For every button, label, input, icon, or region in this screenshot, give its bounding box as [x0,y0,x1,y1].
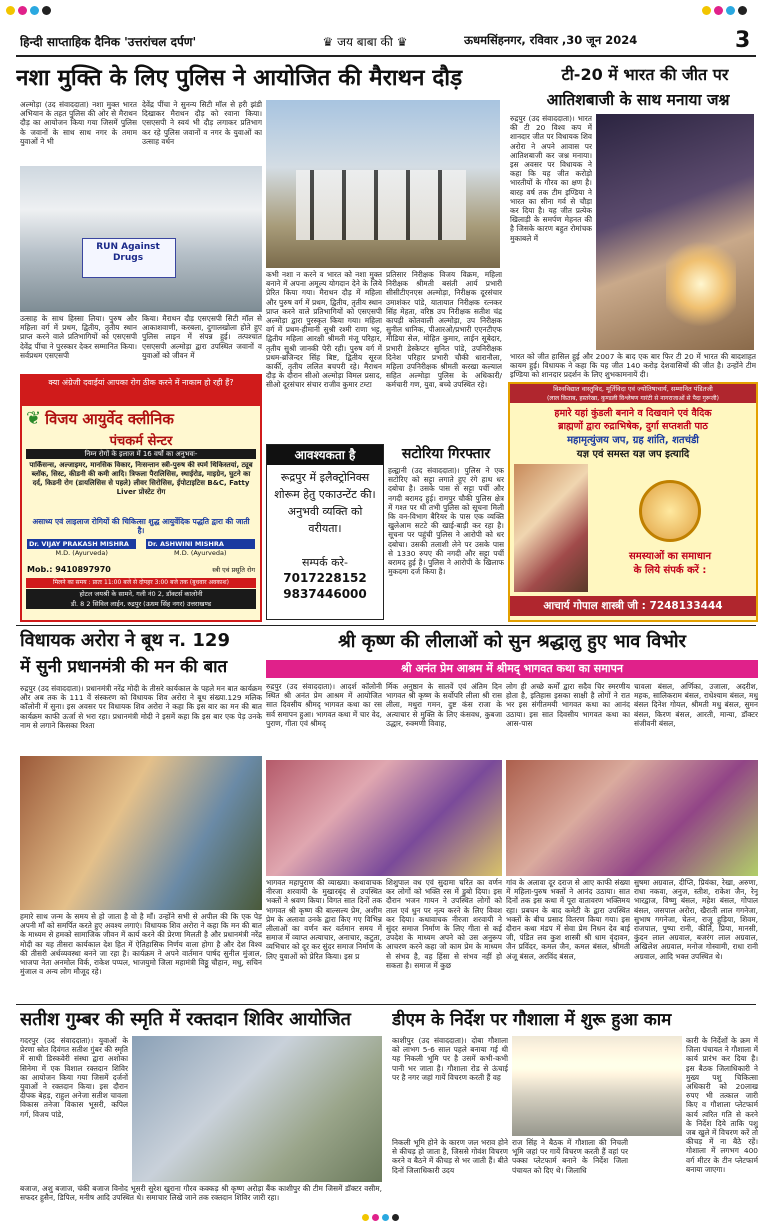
gaushala-body-col2: निकली भूमि होने के कारण जल भराव होने से कीचड़ हो जाता है, जिससे गोवंश विचरण करने व बैठने में कीचड़ से भर जाती हैं। बीते दिनों जिलाधिकारी उदय [392,1138,508,1175]
krishna-subheadline: श्री अनंत प्रेम आश्रम में श्रीमद् भागवत कथा का समापन [266,660,758,678]
footer-dots [362,1214,408,1224]
t20-body-left: रुद्रपुर (उद संवाददाता)। भारत की टी 20 विश्व कप में शानदार जीत पर विधायक शिव अरोरा ने अपने आवास पर आतिशबाजी कर जश्न मनाया। इस अवसर पर विधायक ने कहा कि यह जीत करोड़ो भारतीयों के गौरव का क्षण है। बारह वर्ष तक टीम इण्डिया ने भारत का सीना गर्व से चौड़ा कर दिया है। यह जीत प्रत्येक खिलाड़ी के समर्पण मेहनत की है जिसके कारण बहुत रोमांचक मुकाबले में [510,114,592,243]
marathon-photo-right [266,100,500,268]
marathon-body-below1: उत्साह के साथ हिस्सा लिया। पुरुष और महिला वर्ग में प्रथम, द्वितीय, तृतीय स्थान प्राप्त करने वाले प्रतिभागियों को एसएसपी देवेंद्र पींचा ने पुरस्कार देकर सम्मानित किया। सर्वप्रथम एसएसपी [20,314,137,360]
clinic-address-2: डी. 8 2 सिविल लाईन, रुद्रपुर (ऊधम सिंह नगर) उत्तराखण्ड [26,599,256,609]
t20-body-bottom: भारत को जीत हासिल हुई और 2007 के बाद एक बार फिर टी 20 में भारत की बादशाहत कायम हुई। विधायक ने कहा कि यह जीत 140 करोड़ देशवासियों की जीत है। उन्होंने टीम इण्डिया को शानदार प्रदर्शन के लिए शुभकामनायें दी। [510,352,756,380]
motto: ♛ जय बाबा की ♛ [322,35,408,49]
marathon-body-below2: किया। मैराथन दौड़ एसएसपी सिटी मॉल से आकाशवाणी, करबला, दुगालखोला होते हुए पुलिस लाइन में संपन्न हुई। तत्पश्चात एसएसपी अल्मोड़ा द्वारा उपस्थित जवानों व युवाओं को जीवन में [142,314,262,360]
clinic-mobile: Mob.: 9410897970 [27,565,111,574]
krishna-col2-top: र्मिक अनुष्ठान के सातवें एवं अंतिम दिन भागवत श्री कृष्ण के सर्वोपरि लीला श्री रास लीला, मथुरा गमन, दुष्ट कंस राजा के अत्याचार से मुक्ति के लिए कंसवध, कुबजा उद्धार, रुक्मणी विवाह, [386,682,502,728]
arora-photo [20,756,262,910]
marathon-headline: नशा मुक्ति के लिए पुलिस ने आयोजित की मैराथन दौड़ [16,65,463,91]
blood-body-left: गदरपुर (उद संवाददाता)। युवाओं के प्रेरणा स्रोत दिवंगत सतीश गुंबर की स्मृति में साथी डिस्कवेरी संस्था द्वारा अशोका सिनेमा में एक विशाल रक्तदान शिविर का आयोजन किया गया जिसमें दर्जनों युवाओं ने रक्तदान किया। इस दौरान दीपक बेहड़, राहुल अनेजा सतीश चावला विकास तनेजा विकास भूसरी, कपिल गर्ग, विजय पांडे, [20,1036,128,1119]
t20-fireworks-photo [596,114,754,350]
banner-caption: RUN Against Drugs [96,242,160,263]
leaf-icon: ❦ [26,408,42,429]
blood-headline: सतीश गुम्बर की स्मृति में रक्तदान शिविर आयोजित [20,1009,351,1030]
wanted-body: रूद्रपुर में इलैक्ट्रोनिक्स शोरूम हेतु एकाउन्टेंट की। अनुभवी व्यक्ति को वरीयता। [274,471,376,535]
mid-rule [16,625,756,626]
vijay-clinic-ad [20,374,262,622]
astro-line-8: के लिये संपर्क करें : [633,565,707,576]
diseases-list: पार्किंसन्स, अल्जाइमर, मानसिक विकार, निःसन्तान स्त्री-पुरुष की स्पर्म थिकिस्तयां, ट्यूब ब्लॉक, सिस्ट, कीडनी की कमी आदि। त्रिफला पैरालिसिस, स्थाईरोड, माइग्रेन, घुटने का दर्द, किडनी रोग (डायलिसिस से पहले) लीवर सिरोसिस, ईपोटाइटिस B&C, Fatty Liver प्रोस्टेट रोग [29,461,253,496]
arora-headline-2: में सुनी प्रधानमंत्री की मन की बात [20,657,228,677]
astro-line-4: ब्राह्मणों द्वारा रुद्राभिषेक, दुर्गा सप्तशती पाठ [558,421,708,432]
gaushala-body-col4: कारी के निर्देशों के क्रम में जिला पंचायत ने गौशाला में कार्य प्रारंभ कर दिया है। इस बैठक जिलाधिकारी ने मुख्य पशु चिकित्सा अधिकारी को 20लाख रुपए भी तत्काल जारी किए व गौशाला प्लेटफार्म कार्य त्वरित गति से करने के निर्देश दिये ताकि पशु जब खुले में विचरण करें तो कीचड़ में ना बैठे रहें। गोशाला में लगभग 400 वर्ग मीटर के टीन प्लेटफार्म बनाया जाएगा। [686,1036,758,1174]
krishna-col3-bottom: गांव के अलावा दूर दराज से आए काफी संख्या में महिला-पुरुष भक्तों ने आनंद उठाया। सात दिनों तक इस कथा में पूरा वातावरण भक्तिमय रहा। प्रबचन के बाद कमेटी के द्वारा उपस्थित भक्तों के बीच प्रसाद वितरण किया गया। इस दौरान कथा मंडप में सेवा प्रेम निधन देव बाई जी, पंडित लव कुश शास्त्री श्री धाम वृंदावन, जैन प्रविंदर, कमल जैन, कमल बंसल, श्रीमती अंजू बंसल, अरविंद बंसल, [506,878,630,961]
astrologer-ad [508,382,758,622]
astro-top-2: (लाल किताब, हस्तरेखा, कुण्डली विश्लेषण गारंटी से नागराजाओं से पैदा गुरूजी) [510,394,756,403]
zodiac-wheel-icon [639,480,701,542]
clinic-tagline: असाध्य एवं लाइलाज रोगियों की चिकित्सा शुद्ध आयुर्वेदिक पद्धति द्वारा की जाती है। [32,517,250,535]
wanted-phone-1: 7017228152 [283,571,367,585]
doctor1-degree: M.D. (Ayurveda) [55,549,108,557]
satori-body: हल्द्वानी (उद संवाददाता)। पुलिस ने एक सटोरिए को सट्टा लगाते हुए रंगे हाथ धर दबोचा है। उसके पास से सट्टा पर्ची और नगदी बरामद हुई। रामपुर चौकी पुलिस क्षेत्र में गश्त पर थी तभी पुलिस को सूचना मिली कि वन-विभाग बैरियर के पास एक व्यक्ति खुलेआम सटटे की खाई-बाड़ी कर रहा है। सूचना पर पहुंची पुलिस ने आरोपी को धर दबोचा। उसकी तलाशी लेने पर उसके पास से 1330 रुपए की नगदी और सट्टा पर्ची बरामद हुई है। पुलिस ने आरोपी के खिलाफ मुकदमा दर्ज किया है। [388,466,504,577]
arora-body-top: रुद्रपुर (उद संवाददाता)। प्रधानमंत्री नरेंद्र मोदी के तीसरे कार्यकाल के पहले मन बात कार्यक्रम और अब तक के 111 वें संस्करण को विधायक शिव अरोरा ने बूथ संख्या.129 मलिक कॉलोनी में सुना। इस अवसर पर विधायक शिव अरोरा ने कहा कि इस बार का मन की बात कार्यक्रम काफी ऊर्जा से भरा रहा। प्रधानमंत्री मोदी ने इसमें कहा कि इस बार एक पेड़ उनके नाम से लगाने किसका रिश्ता [20,684,262,730]
krishna-col2-bottom: शिशुपाल वध एवं सुदामा चरित का वर्णन कर लोगों को भक्ति रस में डुबो दिया। इस दौरान भजन गायन ने उपस्थित लोगों को ताल एवं धुन पर नृत्य करने के लिए विवश कर दिया। कथावाचक नीरजा शरवायी ने सुंदर समाज निर्माण के लिए गीता से कई उपदेश के माध्यम अपने को उस अनुरूप आचरण करने कहा जो काम प्रेम के माध्यम से संभव है, वह हिंसा से संभव नहीं हो सकता है। समाज में कुछ [386,878,502,970]
lower-rule [16,1004,756,1005]
satori-headline: सटोरिया गिरफ्तार [401,446,491,462]
doctor2-role: स्त्री एवं प्रसूति रोग [212,566,255,574]
krishna-col3-top: लोग ही अच्छे कर्मों द्वारा सदैव चिर स्मरणीय होता है, इतिहास इसका साक्षी है लोगों ने रात भर इस संगीतमयी भागवत कथा का आनंद उठाया। इस सात दिवसीय भागवत कथा का आस-पास [506,682,630,728]
marathon-body-col1: अल्मोड़ा (उद संवाददाता) नशा मुक्त भारत अभियान के तहत पुलिस की ओर से मैराथन दौड़ का आयोजन किया गया जिसमें पुलिस के जवानों के साथ साथ नगर के तमाम युवाओं ने भी [20,100,137,146]
clinic-address-1: होटल जयश्री के सामने, गली नं0 2, डॉक्टर्स कालोनी [26,589,256,599]
wanted-title: आवश्यकता है [267,445,383,465]
top-dots-left [6,6,66,18]
krishna-col4-top: चावला बंसल, अर्णिका, उजाला, अदरीश, महक, सालिकराम बंसल, राधेश्याम बंसल, मधु बंसल दिनेश गोयल, श्रीमती मधु बंसल, सुमन बंसल, किरण बंसल, आरती, मान्या, डॉक्टर संजीवनी बंसल, [634,682,758,728]
blood-body-bottom: बजाज, अशु बजाज, चंकी बजाज विनोद भूसरी सुरेश खुराना गौरव कक्कड़ श्री कृष्ण अरोड़ा बैंक काशीपुर की टीम जिसमें डॉक्टर वसीम, सफदर हुसैन, डिपिल, मनीष आदि उपस्थित थे। समाचार लिखे जाने तक रक्तदान शिविर जारी रहा। [20,1184,382,1203]
wanted-ad [266,444,384,620]
krishna-col4-bottom: सुषमा अग्रवाल, दीप्ति, प्रियंका, रेखा, अरुणा, राधा नकवा, अनुज, स्तीश, राकेश जैन, रेनू भारद्वाज, विष्णु बंसल, महेश बंसल, गोपाल बंसल, जसपाल अरोरा, खैराती लाल गगनेजा, सुभाष गगनेजा, चेतन, राजू हुड़िया, शिवम, राजपाल, पुष्पा रानी, कीर्ति, प्रिया, मानसी, कुंदन लाल अग्रवाल, बजरंग लाल अग्रवाल, अखिलेश अग्रवाल, मनोज गोस्वामी, राधा रानी अग्रवाल, आदि भक्त उपस्थित थे। [634,878,758,961]
place-date: ऊधमसिंहनगर, रविवार ,30 जून 2024 [464,33,638,47]
astrologer-photo [514,464,588,592]
top-dots-right [702,6,762,18]
wanted-contact-label: सम्पर्क करे- [301,556,349,569]
doctor1-name: Dr. VIJAY PRAKASH MISHRA [27,539,136,549]
clinic-name: विजय आयुर्वेद क्लीनिक [45,409,174,428]
marathon-body-col4: प्रतिसार निरीक्षक विजय विक्रम, महिला निरीक्षक श्रीमती बसंती आर्य प्रभारी सीसीटीएनएस अल्मोड़ा, निरीक्षक दूरसंचार उमाशंकर पांडे, यातायात निरीक्षक रत्नकर सिंह मेहता, वरिष्ठ उप निरीक्षक सतीश चंद्र कापड़ी कोतवाली अल्मोड़ा, उप निरीक्षक सुनील धानिक, पीआरओ/प्रभारी एएनटीएफ मीडिया सेल, मोहित कुमार, लाईन सूबेदार, प्रभारी डेस्केप्टर सुनित पांडे, उपनिरीक्षक दिनेश परिहार प्रभारी चौकी धारानौला, महिला उपनिरीक्षक श्रीमती करखा कल्याल सहित अल्मोड़ा पुलिस के अधिकारी/कर्मचारी गण, युवा, बच्चे उपस्थित रहे। [386,270,502,390]
motto-icon: ♛ [322,35,338,49]
arora-headline-1: विधायक अरोरा ने बूथ न. 129 [20,630,230,651]
gaushala-photo [512,1036,682,1136]
blood-photo [132,1036,382,1182]
marathon-body-col3: कभी नशा न करने व भारत को नशा मुक्त बनाने में अपना अमूल्य योगदान देने के लिये प्रेरित किया गया। मैराथन दौड़ में महिला और पुरुष वर्ग में प्रथम, द्वितीय, तृतीय स्थान प्राप्त करने वाले प्रतिभागियों को एसएसपी अल्मोड़ा द्वारा पुरस्कृत किया गया। महिला वर्ग में प्रथम-हीमानी सुश्री रश्मी राणा भट्ट, द्वितीय महिला आरक्षी श्रीमती मंजू परिहार, तृतीय सुश्री जानकी पेरी रही। पुरुष वर्ग में प्रथम-ब्रजिन्दर सिंह बिष्ट, द्वितीय सूरज कार्की, तृतीय ललित बचपरी रहे। मैराथन दौड़ के दौरान सीओ अल्मोड़ा विमल प्रसाद, सीओ दूरसंचार संचार राजीव कुमार टम्टा [266,270,382,390]
header-rule [16,55,756,57]
krishna-col1-bottom: भागवत महापुराण की व्याख्या। कथावाचक नीरजा शरवायी के मुखारबृंद से उपस्थित भक्तों ने श्रवण किया। विगत सात दिनों तक भागवत श्री कृष्ण की बाल्सल्य प्रेम, अशीम प्रेम के अलावा उनके द्वारा किए गए विभिन्न लीलाओं का वर्णन कर वर्तमान समय में समाज में व्याप्त अत्याचार, अनाचार, कटुता, व्यभिचार को दूर कर सुंदर समाज निर्माण के लिए युवाओं को प्रेरित किया। इस प्र [266,878,382,961]
t20-headline-2: आतिशबाजी के साथ मनाया जश्न [546,91,730,109]
clinic-timing: मिलने का समय : प्रातः 11:00 बजे से दोपहर 3:00 बजे तक (बुधवार अवकाश) [26,578,256,588]
marathon-photo-left [20,166,262,312]
gaushala-body-col1: काशीपुर (उद संवाददाता)। दोबा गौशाला को लाभग 5-6 साल पहले बनाया गई थी यह निकली भूमि पर है उसमें कभी-कभी पानी भर जाता है। गौशाला रोड से ऊंचाई पर है नगर जहां गायें विचरण करती हैं वह [392,1036,508,1082]
clinic-subname: पंचकर्म सेन्टर [109,434,173,449]
gaushala-headline: डीएम के निर्देश पर गौशाला में शुरू हुआ काम [392,1010,672,1030]
astro-line-7: समस्याओं का समाधान [628,551,712,562]
krishna-headline: श्री कृष्ण की लीलाओं को सुन श्रद्धालु हुए भाव विभोर [338,631,686,652]
astro-line-6: यज्ञ एवं समस्त यज्ञ जप इत्यादि [576,449,690,460]
astro-line-5: महामृत्युंजय जप, ग्रह शांति, शतचंडी [567,435,699,446]
ad-top-line: क्या अंग्रेजी दवाईयां आपका रोग ठीक करने में नाकाम हो रही हैं? [22,376,260,406]
wanted-phone-2: 9837446000 [283,587,367,601]
astro-line-3: हमारे यहां कुंडली बनाने व दिखवाने एवं वैदिक [554,408,712,419]
astro-footer: आचार्य गोपाल शास्त्री जी : 7248133444 [510,596,756,616]
t20-headline-1: टी-20 में भारत की जीत पर [561,65,729,84]
krishna-col1-top: रुद्रपुर (उद संवाददाता)। आदर्श कॉलोनी स्थित श्री अनंत प्रेम आश्रम में आयोजित सात दिवसीय श्रीमद् भागवत कथा का रस सर्व समापन हुआ। भागवत कथा में चार वेद, पुराण, गीता एवं श्रीमद् [266,682,382,728]
diseases-heading: निम्न रोगों के इलाज में 16 वर्षो का अनुभवः- [26,449,256,459]
astro-top-1: विश्वविद्यात वास्तुविद, मूर्तिविदा एवं ज्योतिषाचार्य, सम्मानित पंडितजी [510,384,756,394]
krishna-photo-right [506,760,758,876]
doctor2-degree: M.D. (Ayurveda) [174,549,227,557]
arora-body-bottom: हमारे साथ जन्म के समय से हो जाता है वो है माँ। उन्होंने सभी से अपील की कि एक पेड़ अपनी माँ को समर्पित करते हुए अवश्य लगाएं। विधायक शिव अरोरा ने कहा कि मन की बात के माध्यम से हमको सामाजिक जीवन में कार्य करने की प्रेरणा मिलती है और प्रधानमंत्री नरेंद्र मोदी का यह तीसरा कार्यकाल देश हित में ऐतिहासिक निर्णय वाला होगा है और देश विश्व की तीसरी अर्थव्यवस्था बनने जा रहा है। कार्यक्रम ने अपने वार्तमान पार्षद सुनील मुंजाल, भाजपा नेता अनमोल विर्क, राकेश पप्पल, भाजयुमो जिला महामंत्री विठ्ठू चौहान, मधु, सचिन मुंजाल व अन्य लोग मौजूद रहे। [20,912,262,977]
krishna-photo-left [266,760,502,876]
page-number: 3 [735,28,751,52]
paper-name: हिन्दी साप्ताहिक दैनिक 'उत्तरांचल दर्पण' [20,35,197,49]
doctor2-name: Dr. ASHWINI MISHRA [146,539,255,549]
marathon-body-col2: देवेंद्र पींचा ने सुनन्य सिटी मॉल से हरी झंडी दिखाकर मैराथन दौड़ को रवाना किया। एसएसपी ने स्वयं भी दौड़ लगाकर प्रतिभाग कर रहे पुलिस जवानों व नगर के युवाओं का उत्साह वर्धन [142,100,262,146]
gaushala-body-col3: राज सिंह ने बैठक में गौशाला की निचली भूमि जहां पर गायें विचरण करती हैं वहां पर पक्का प्लेटफार्म बनाने के निर्देश जिला पंचायत को दिए थे। जिलाधि [512,1138,628,1175]
